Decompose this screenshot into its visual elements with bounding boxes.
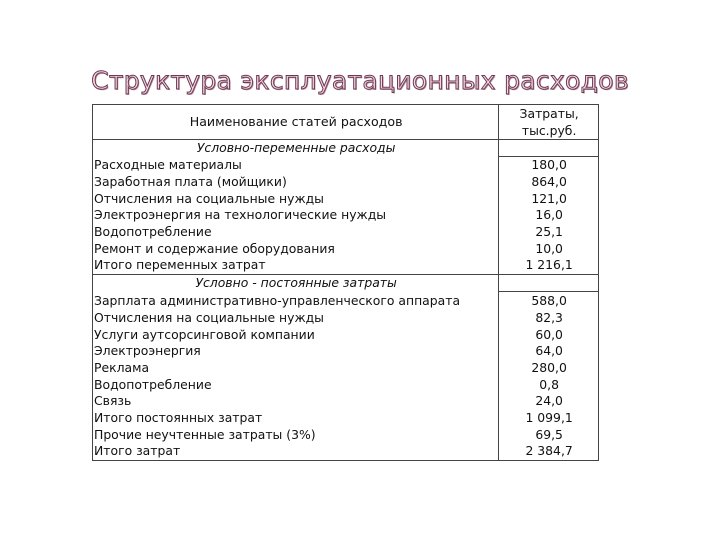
row-value: 588,0	[499, 292, 599, 310]
row-value: 24,0	[499, 393, 599, 410]
table-row	[93, 360, 599, 377]
row-value: 121,0	[499, 191, 599, 208]
row-name: Расходные материалы	[93, 157, 499, 174]
expense-table	[92, 104, 599, 461]
table-row	[93, 157, 599, 174]
table-row	[93, 343, 599, 360]
row-value: 25,1	[499, 224, 599, 241]
row-value: 16,0	[499, 207, 599, 224]
row-name: Итого переменных затрат	[93, 257, 499, 274]
row-value: 864,0	[499, 174, 599, 191]
row-name: Услуги аутсорсинговой компании	[93, 327, 499, 344]
column-header-name: Наименование статей расходов	[93, 105, 499, 140]
row-name: Заработная плата (мойщики)	[93, 174, 499, 191]
row-name: Водопотребление	[93, 224, 499, 241]
table-row	[93, 224, 599, 241]
column-header-value: Затраты, тыс.руб.	[499, 105, 599, 140]
table-row	[93, 241, 599, 258]
table-row-subtotal	[93, 257, 599, 274]
row-value: 1 216,1	[499, 257, 599, 274]
row-name: Ремонт и содержание оборудования	[93, 241, 499, 258]
row-value: 82,3	[499, 310, 599, 327]
row-name: Зарплата административно-управленческого аппарата	[93, 292, 499, 310]
row-name: Электроэнергия на технологические нужды	[93, 207, 499, 224]
row-name: Электроэнергия	[93, 343, 499, 360]
table-row	[93, 207, 599, 224]
row-value: 280,0	[499, 360, 599, 377]
table-row	[93, 191, 599, 208]
section-header-fixed	[93, 275, 599, 292]
row-value: 1 099,1	[499, 410, 599, 427]
row-value: 69,5	[499, 427, 599, 444]
row-value: 64,0	[499, 343, 599, 360]
row-value: 10,0	[499, 241, 599, 258]
table-row-total	[93, 443, 599, 460]
row-value: 2 384,7	[499, 443, 599, 460]
row-name: Реклама	[93, 360, 499, 377]
row-name: Прочие неучтенные затраты (3%)	[93, 427, 499, 444]
table-row	[93, 427, 599, 444]
page-title: Структура эксплуатационных расходов	[91, 66, 629, 95]
section-header-variable	[93, 140, 599, 157]
row-value: 180,0	[499, 157, 599, 174]
table-header-row	[93, 105, 599, 140]
section-label: Условно-переменные расходы	[93, 140, 499, 157]
row-name: Связь	[93, 393, 499, 410]
row-name: Итого затрат	[93, 443, 499, 460]
table-row	[93, 377, 599, 394]
row-name: Отчисления на социальные нужды	[93, 310, 499, 327]
section-label: Условно - постоянные затраты	[93, 275, 499, 292]
table-row	[93, 327, 599, 344]
row-name: Водопотребление	[93, 377, 499, 394]
row-value: 60,0	[499, 327, 599, 344]
table-row	[93, 393, 599, 410]
table-row-subtotal	[93, 410, 599, 427]
row-value: 0,8	[499, 377, 599, 394]
table-row	[93, 310, 599, 327]
table-row	[93, 174, 599, 191]
row-name: Отчисления на социальные нужды	[93, 191, 499, 208]
table-row	[93, 292, 599, 310]
row-name: Итого постоянных затрат	[93, 410, 499, 427]
